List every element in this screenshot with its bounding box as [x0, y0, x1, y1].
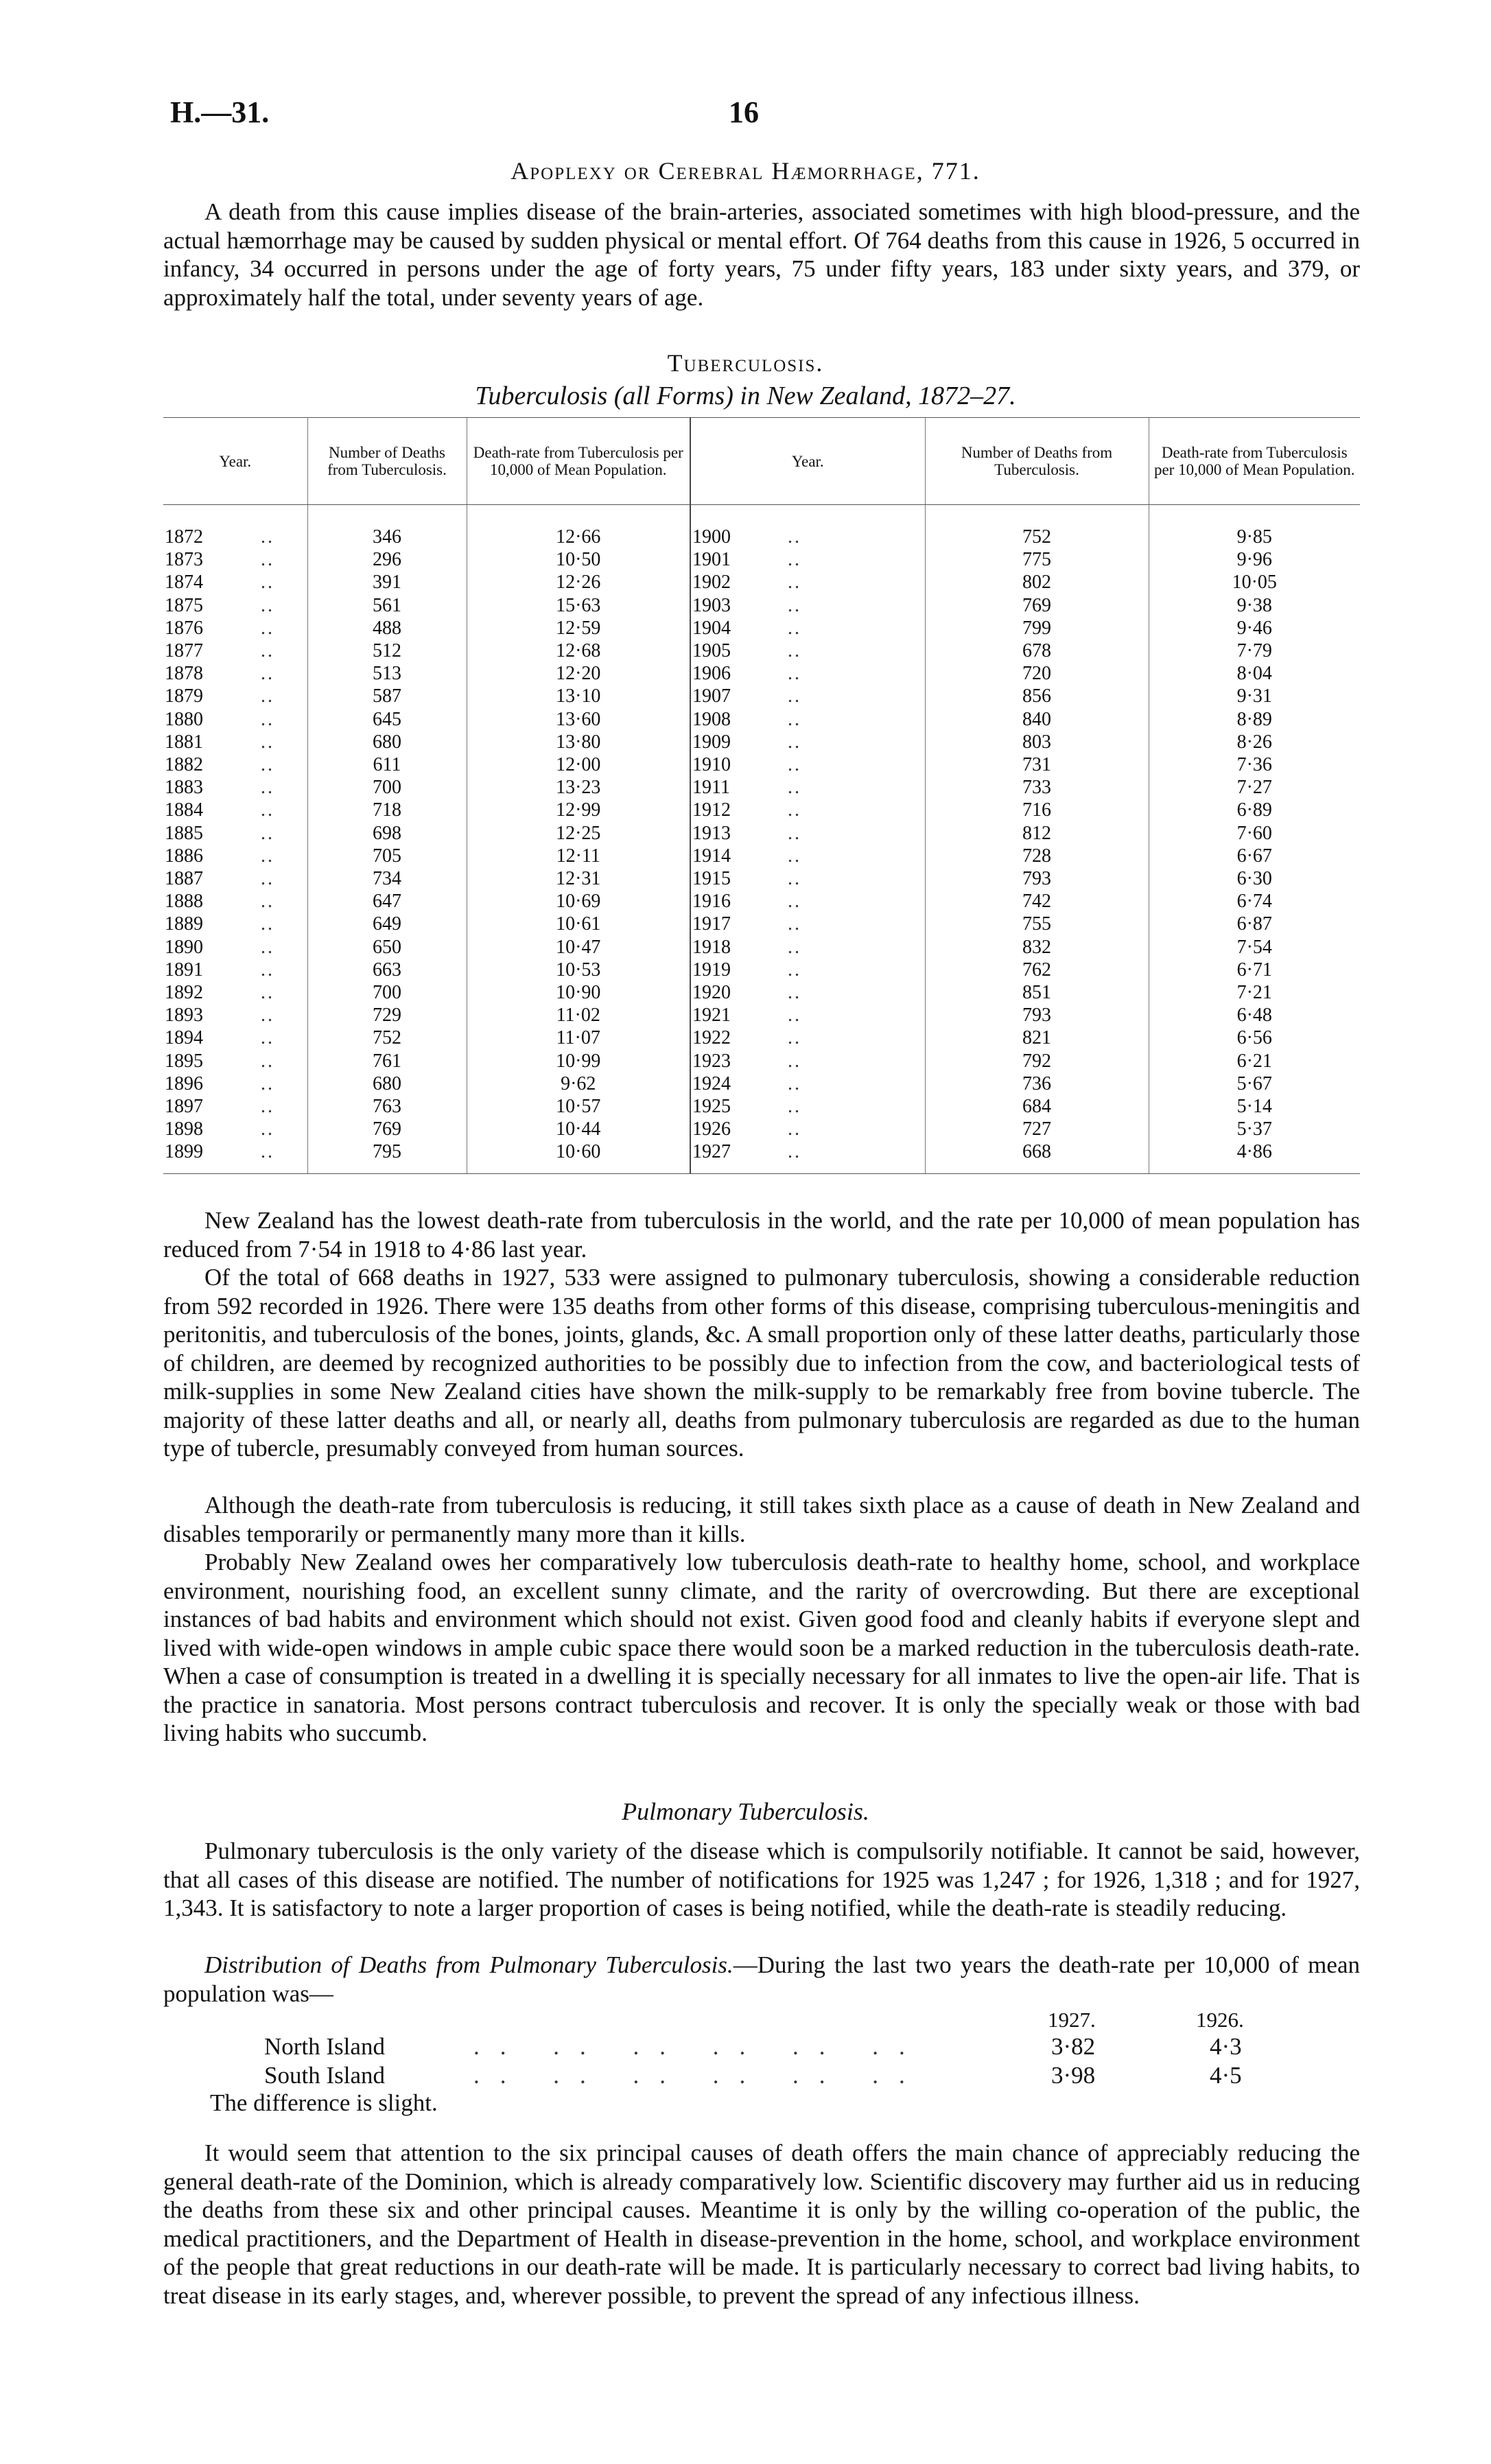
leader-dots: ..	[788, 1118, 925, 1140]
year-cell: 1888	[165, 891, 203, 913]
page-number: 16	[729, 95, 759, 129]
leader-dots: ..	[261, 1095, 307, 1118]
year-cell: 1925	[692, 1096, 731, 1118]
deaths-cell: 513	[307, 662, 467, 685]
deaths-cell: 802	[925, 571, 1149, 594]
leader-dots: ..	[261, 936, 307, 959]
rate-cell: 5·14	[1236, 1096, 1272, 1118]
year-cell: 1905	[692, 640, 731, 662]
tuberculosis-paragraph: New Zealand has the lowest death-rate from tuberculosis in the world, and the rate per 10,000 of mean population has reduced from 7·54 in 1918 to 4·86 last year.	[163, 1207, 1360, 1263]
difference-note: The difference is slight.	[210, 2089, 438, 2116]
rate-cell: 10·60	[467, 1140, 690, 1173]
deaths-cell: 705	[307, 845, 467, 867]
table-row	[163, 913, 1360, 935]
leader-dots: ..	[788, 1050, 925, 1072]
leader-dots: ..	[261, 548, 307, 571]
year-1926-header: 1926.	[1196, 2008, 1244, 2032]
rate-cell: 13·10	[467, 685, 690, 707]
rate-cell: 6·74	[1236, 891, 1272, 913]
deaths-cell: 488	[307, 617, 467, 640]
year-cell: 1882	[165, 754, 203, 776]
leader-dots: ..	[788, 1004, 925, 1026]
rate-cell: 6·71	[1236, 959, 1272, 981]
closing-paragraph: It would seem that attention to the six principal causes of death offers the main chance of appreciably reducing the general death-rate of the Dominion, which is already comparatively low. Scientific discovery may further aid us in reducing the deaths from these six and other principal causes. Meantime it is only by the willing co-operation of the public, the medical practitioners, and the Department of Health in disease-prevention in the home, school, and workplace environment of the people that great reductions in our death-rate will be made. It is particularly necessary to correct bad living habits, to treat disease in its early stages, and, wherever possible, to prevent the spread of any infectious illness.	[163, 2139, 1360, 2309]
rate-cell: 10·44	[467, 1118, 690, 1140]
year-cell: 1924	[692, 1072, 731, 1094]
leader-dots: ..	[788, 822, 925, 845]
leader-dots: ..	[261, 822, 307, 845]
year-cell: 1919	[692, 959, 731, 981]
leader-dots: ..	[788, 959, 925, 981]
deaths-cell: 840	[925, 708, 1149, 731]
table-row	[163, 617, 1360, 640]
year-cell: 1923	[692, 1050, 731, 1072]
deaths-cell: 727	[925, 1118, 1149, 1140]
tuberculosis-paragraph: Although the death-rate from tuberculosis is reducing, it still takes sixth place as a cause of death in New Zealand and disables temporarily or permanently many more than it kills.	[163, 1492, 1360, 1547]
year-cell: 1884	[165, 799, 203, 821]
deaths-cell: 391	[307, 571, 467, 594]
deaths-cell: 729	[307, 1004, 467, 1026]
deaths-cell: 775	[925, 548, 1149, 571]
leader-dots: ..	[788, 936, 925, 959]
rate-cell: 6·21	[1236, 1050, 1272, 1072]
deaths-cell: 755	[925, 913, 1149, 935]
leader-dots: ..	[788, 1140, 925, 1173]
table-row	[163, 959, 1360, 981]
deaths-cell: 698	[307, 822, 467, 845]
leader-dots: ..	[788, 1026, 925, 1049]
deaths-cell: 799	[925, 617, 1149, 640]
year-cell: 1900	[692, 526, 731, 548]
rate-cell: 9·31	[1236, 685, 1272, 707]
pulmonary-paragraph: Pulmonary tuberculosis is the only variety of the disease which is compulsorily notifiable. It cannot be said, however, that all cases of this disease are notified. The number of notifications for 1925 was 1,247 ; for 1926, 1,318 ; and for 1927, 1,343. It is satisfactory to note a larger proportion of cases is being notified, while the death-rate is steadily reducing.	[163, 1838, 1360, 1921]
rate-cell: 7·79	[1236, 640, 1272, 662]
leader-dots: ..	[788, 1072, 925, 1095]
year-cell: 1911	[692, 777, 730, 799]
leader-dots: ..	[261, 1026, 307, 1049]
tuberculosis-paragraph: Of the total of 668 deaths in 1927, 533 were assigned to pulmonary tuberculosis, showing a considerable reduction from 592 recorded in 1926. There were 135 deaths from other forms of this disease, comprising tuberculous-meningitis and peritonitis, and tuberculosis of the bones, joints, glands, &c. A small proportion only of these latter deaths, particularly those of children, are deemed by recognized authorities to be possibly due to infection from the cow, and bacteriological tests of milk-supplies in some New Zealand cities have shown the milk-supply to be remarkably free from bovine tubercle. The majority of these latter deaths and all, or nearly all, deaths from pulmonary tuberculosis are regarded as due to the human type of tubercle, presumably conveyed from human sources.	[163, 1264, 1360, 1462]
deaths-cell: 851	[925, 981, 1149, 1004]
apoplexy-paragraph: A death from this cause implies disease of the brain-arteries, associated sometimes with high blood-pressure, and the actual hæmorrhage may be caused by sudden physical or mental effort. Of 764 deaths from this cause in 1926, 5 occurred in infancy, 34 occurred in persons under the age of forty years, 75 under fifty years, 183 under sixty years, and 379, or approximately half the total, under seventy years of age.	[163, 198, 1360, 311]
leader-dots: ..	[788, 662, 925, 685]
year-cell: 1878	[165, 663, 203, 685]
leader-dots: ..	[261, 617, 307, 640]
leader-dots: ..	[788, 753, 925, 776]
rate-cell: 12·11	[467, 845, 690, 867]
rate-cell: 9·46	[1236, 617, 1272, 639]
rate-cell: 13·23	[467, 776, 690, 799]
leader-dots: ..	[788, 505, 925, 549]
rate-cell: 8·04	[1236, 663, 1272, 685]
rate-cell: 10·90	[467, 981, 690, 1004]
year-cell: 1904	[692, 617, 731, 639]
distribution-paragraph	[163, 1951, 1360, 2008]
leader-dots: ..	[261, 505, 307, 549]
rate-cell: 9·38	[1236, 594, 1272, 616]
south-island-label: South Island	[264, 2062, 385, 2089]
year-cell: 1876	[165, 617, 203, 639]
year-cell: 1902	[692, 572, 731, 594]
deaths-cell: 733	[925, 776, 1149, 799]
leader-dots: ..	[261, 1140, 307, 1173]
col-rate-right: Death-rate from Tuberculosis per 10,000 of Mean Population.	[1149, 418, 1360, 505]
rate-cell: 10·05	[1232, 572, 1277, 594]
deaths-cell: 680	[307, 731, 467, 753]
table-row	[163, 548, 1360, 571]
table-row	[163, 1026, 1360, 1049]
year-cell: 1877	[165, 640, 203, 662]
deaths-cell: 649	[307, 913, 467, 935]
year-cell: 1881	[165, 731, 203, 753]
deaths-cell: 700	[307, 981, 467, 1004]
table-row	[163, 1118, 1360, 1140]
rate-cell: 10·99	[467, 1050, 690, 1072]
deaths-cell: 716	[925, 799, 1149, 821]
leader-dots: ..	[788, 594, 925, 617]
leader-dots: ..	[261, 571, 307, 594]
leader-dots: ..	[788, 981, 925, 1004]
leader-dots: ..	[788, 776, 925, 799]
deaths-cell: 700	[307, 776, 467, 799]
deaths-cell: 647	[307, 890, 467, 913]
col-deaths-right: Number of Deaths from Tuberculosis.	[925, 418, 1149, 505]
rate-cell: 10·61	[467, 913, 690, 935]
year-cell: 1893	[165, 1005, 203, 1026]
leader-dots: ..	[261, 708, 307, 731]
rate-cell: 15·63	[467, 594, 690, 617]
year-cell: 1890	[165, 936, 203, 958]
document-code: H.—31.	[170, 95, 270, 129]
deaths-cell: 296	[307, 548, 467, 571]
leader-dots: ..	[788, 617, 925, 640]
rate-cell: 7·21	[1236, 982, 1272, 1004]
table-row	[163, 799, 1360, 821]
rate-cell: 9·62	[467, 1072, 690, 1095]
table-row	[163, 1004, 1360, 1026]
north-island-leaders: .. .. .. .. .. ..	[473, 2033, 926, 2060]
leader-dots: ..	[261, 845, 307, 867]
year-cell: 1916	[692, 891, 731, 913]
year-cell: 1896	[165, 1072, 203, 1094]
deaths-cell: 832	[925, 936, 1149, 959]
year-cell: 1913	[692, 822, 731, 844]
year-cell: 1906	[692, 663, 731, 685]
leader-dots: ..	[261, 731, 307, 753]
deaths-cell: 718	[307, 799, 467, 821]
table-row	[163, 753, 1360, 776]
table-row	[163, 981, 1360, 1004]
table-row	[163, 845, 1360, 867]
deaths-cell: 795	[307, 1140, 467, 1173]
distribution-heading: Distribution of Deaths from Pulmonary Tuberculosis.	[204, 1951, 733, 1978]
deaths-cell: 803	[925, 731, 1149, 753]
year-cell: 1912	[692, 799, 731, 821]
year-cell: 1872	[165, 526, 203, 548]
year-cell: 1914	[692, 845, 731, 867]
leader-dots: ..	[261, 1072, 307, 1095]
table-row	[163, 731, 1360, 753]
rate-cell: 12·00	[467, 753, 690, 776]
leader-dots: ..	[261, 959, 307, 981]
table-row	[163, 1072, 1360, 1095]
rate-cell: 5·37	[1236, 1118, 1272, 1140]
deaths-cell: 769	[925, 594, 1149, 617]
table-header-row	[163, 418, 1360, 505]
table-row	[163, 505, 1360, 549]
year-cell: 1887	[165, 868, 203, 890]
rate-cell: 12·59	[467, 617, 690, 640]
col-year-right: Year.	[690, 418, 925, 505]
leader-dots: ..	[261, 1004, 307, 1026]
leader-dots: ..	[788, 1095, 925, 1118]
rate-cell: 6·87	[1236, 913, 1272, 935]
leader-dots: ..	[261, 1050, 307, 1072]
year-cell: 1903	[692, 594, 731, 616]
year-cell: 1880	[165, 708, 203, 730]
year-cell: 1907	[692, 685, 731, 707]
rate-cell: 11·02	[467, 1004, 690, 1026]
rate-cell: 10·69	[467, 890, 690, 913]
rate-cell: 11·07	[467, 1026, 690, 1049]
leader-dots: ..	[788, 685, 925, 707]
year-cell: 1927	[690, 1140, 788, 1173]
deaths-cell: 762	[925, 959, 1149, 981]
distribution-text: —During the last two years the death-rate per 10,000 of mean population was—	[163, 1951, 1360, 2007]
deaths-cell: 792	[925, 1050, 1149, 1072]
deaths-cell: 668	[925, 1140, 1149, 1173]
tuberculosis-title: Tuberculosis.	[667, 349, 824, 377]
tuberculosis-table	[163, 417, 1360, 1174]
rate-cell: 12·26	[467, 571, 690, 594]
leader-dots: ..	[261, 640, 307, 662]
rate-cell: 7·36	[1236, 754, 1272, 776]
deaths-cell: 793	[925, 1004, 1149, 1026]
rate-cell: 7·54	[1236, 936, 1272, 958]
table-row	[163, 1095, 1360, 1118]
year-cell: 1885	[165, 822, 203, 844]
table-row	[163, 936, 1360, 959]
leader-dots: ..	[788, 640, 925, 662]
year-cell: 1921	[692, 1005, 731, 1026]
leader-dots: ..	[261, 867, 307, 890]
rate-cell: 10·53	[467, 959, 690, 981]
leader-dots: ..	[261, 913, 307, 935]
year-cell: 1889	[165, 913, 203, 935]
leader-dots: ..	[788, 845, 925, 867]
deaths-cell: 678	[925, 640, 1149, 662]
leader-dots: ..	[261, 776, 307, 799]
year-cell: 1920	[692, 982, 731, 1004]
year-cell: 1895	[165, 1050, 203, 1072]
leader-dots: ..	[261, 662, 307, 685]
year-cell: 1875	[165, 594, 203, 616]
year-cell: 1894	[165, 1027, 203, 1049]
leader-dots: ..	[788, 913, 925, 935]
rate-cell: 9·85	[1236, 526, 1272, 548]
year-cell: 1879	[165, 685, 203, 707]
table-row	[163, 594, 1360, 617]
south-island-1927: 3·98	[1051, 2062, 1096, 2089]
year-cell: 1886	[165, 845, 203, 867]
rate-cell: 7·60	[1236, 822, 1272, 844]
rate-cell: 4·86	[1149, 1140, 1360, 1173]
deaths-cell: 587	[307, 685, 467, 707]
deaths-cell: 611	[307, 753, 467, 776]
leader-dots: ..	[788, 548, 925, 571]
rate-cell: 13·60	[467, 708, 690, 731]
leader-dots: ..	[788, 890, 925, 913]
leader-dots: ..	[261, 1118, 307, 1140]
deaths-cell: 720	[925, 662, 1149, 685]
rate-cell: 9·96	[1236, 549, 1272, 571]
deaths-cell: 663	[307, 959, 467, 981]
table-row	[163, 708, 1360, 731]
rate-cell: 6·89	[1236, 799, 1272, 821]
year-cell: 1898	[165, 1118, 203, 1140]
deaths-cell: 736	[925, 1072, 1149, 1095]
rate-cell: 12·31	[467, 867, 690, 890]
year-cell: 1897	[165, 1096, 203, 1118]
col-rate-left: Death-rate from Tuberculosis per 10,000 of Mean Population.	[467, 418, 690, 505]
year-cell: 1922	[692, 1027, 731, 1049]
year-cell: 1917	[692, 913, 731, 935]
leader-dots: ..	[788, 708, 925, 731]
col-deaths-left: Number of Deaths from Tuberculosis.	[307, 418, 467, 505]
leader-dots: ..	[261, 753, 307, 776]
deaths-cell: 728	[925, 845, 1149, 867]
table-caption: Tuberculosis (all Forms) in New Zealand, 1872–27.	[475, 382, 1016, 410]
table-row	[163, 685, 1360, 707]
year-1927-header: 1927.	[1048, 2008, 1096, 2032]
leader-dots: ..	[261, 685, 307, 707]
leader-dots: ..	[788, 799, 925, 821]
south-island-1926: 4·5	[1210, 2062, 1242, 2089]
year-cell: 1873	[165, 549, 203, 571]
year-cell: 1908	[692, 708, 731, 730]
south-island-leaders: .. .. .. .. .. ..	[473, 2062, 926, 2089]
deaths-cell: 561	[307, 594, 467, 617]
tuberculosis-paragraph: Probably New Zealand owes her comparatively low tuberculosis death-rate to healthy home, school, and workplace environment, nourishing food, an excellent sunny climate, and the rarity of overcrowding. But there are exceptional instances of bad habits and environment which should not exist. Given good food and cleanly habits if everyone slept and lived with wide-open windows in ample cubic space there would soon be a marked reduction in the tuberculosis death-rate. When a case of consumption is treated in a dwelling it is specially necessary for all inmates to live the open-air life. That is the practice in sanatoria. Most persons contract tuberculosis and recover. It is only the specially weak or those with bad living habits who succumb.	[163, 1549, 1360, 1746]
table-row	[163, 662, 1360, 685]
deaths-cell: 680	[307, 1072, 467, 1095]
table-row	[163, 640, 1360, 662]
deaths-cell: 752	[925, 505, 1149, 549]
col-year-left: Year.	[163, 418, 307, 505]
deaths-cell: 645	[307, 708, 467, 731]
rate-cell: 8·89	[1236, 708, 1272, 730]
deaths-cell: 761	[307, 1050, 467, 1072]
table-row	[163, 890, 1360, 913]
rate-cell: 13·80	[467, 731, 690, 753]
year-cell: 1883	[165, 777, 203, 799]
table-row	[163, 571, 1360, 594]
deaths-cell: 752	[307, 1026, 467, 1049]
table-row	[163, 822, 1360, 845]
rate-cell: 10·47	[467, 936, 690, 959]
table-row	[163, 1140, 1360, 1173]
deaths-cell: 650	[307, 936, 467, 959]
rate-cell: 6·67	[1236, 845, 1272, 867]
table-row	[163, 1050, 1360, 1072]
leader-dots: ..	[788, 731, 925, 753]
leader-dots: ..	[261, 799, 307, 821]
deaths-cell: 769	[307, 1118, 467, 1140]
deaths-cell: 684	[925, 1095, 1149, 1118]
leader-dots: ..	[261, 981, 307, 1004]
rate-cell: 10·50	[467, 548, 690, 571]
deaths-cell: 734	[307, 867, 467, 890]
table-row	[163, 867, 1360, 890]
rate-cell: 7·27	[1236, 777, 1272, 799]
leader-dots: ..	[261, 890, 307, 913]
leader-dots: ..	[788, 867, 925, 890]
year-cell: 1901	[692, 549, 731, 571]
rate-cell: 12·68	[467, 640, 690, 662]
deaths-cell: 821	[925, 1026, 1149, 1049]
rate-cell: 12·99	[467, 799, 690, 821]
rate-cell: 6·30	[1236, 868, 1272, 890]
year-cell: 1892	[165, 982, 203, 1004]
deaths-cell: 812	[925, 822, 1149, 845]
year-cell: 1874	[165, 572, 203, 594]
rate-cell: 6·48	[1236, 1005, 1272, 1026]
leader-dots: ..	[261, 594, 307, 617]
year-cell: 1910	[692, 754, 731, 776]
north-island-1927: 3·82	[1051, 2033, 1096, 2060]
deaths-cell: 512	[307, 640, 467, 662]
table-row	[163, 776, 1360, 799]
rate-cell: 5·67	[1236, 1072, 1272, 1094]
year-cell: 1918	[692, 936, 731, 958]
pulmonary-title: Pulmonary Tuberculosis.	[622, 1798, 869, 1825]
deaths-cell: 731	[925, 753, 1149, 776]
year-cell: 1926	[692, 1118, 731, 1140]
rate-cell: 8·26	[1236, 731, 1272, 753]
rate-cell: 12·20	[467, 662, 690, 685]
north-island-label: North Island	[264, 2033, 385, 2060]
rate-cell: 10·57	[467, 1095, 690, 1118]
year-cell: 1899	[163, 1140, 261, 1173]
deaths-cell: 856	[925, 685, 1149, 707]
year-cell: 1915	[692, 868, 731, 890]
deaths-cell: 742	[925, 890, 1149, 913]
north-island-1926: 4·3	[1210, 2033, 1242, 2060]
deaths-cell: 763	[307, 1095, 467, 1118]
rate-cell: 12·25	[467, 822, 690, 845]
leader-dots: ..	[788, 571, 925, 594]
year-cell: 1891	[165, 959, 203, 981]
deaths-cell: 346	[307, 505, 467, 549]
rate-cell: 12·66	[467, 505, 690, 549]
deaths-cell: 793	[925, 867, 1149, 890]
rate-cell: 6·56	[1236, 1027, 1272, 1049]
apoplexy-title: Apoplexy or Cerebral Hæmorrhage, 771.	[510, 157, 981, 185]
year-cell: 1909	[692, 731, 731, 753]
